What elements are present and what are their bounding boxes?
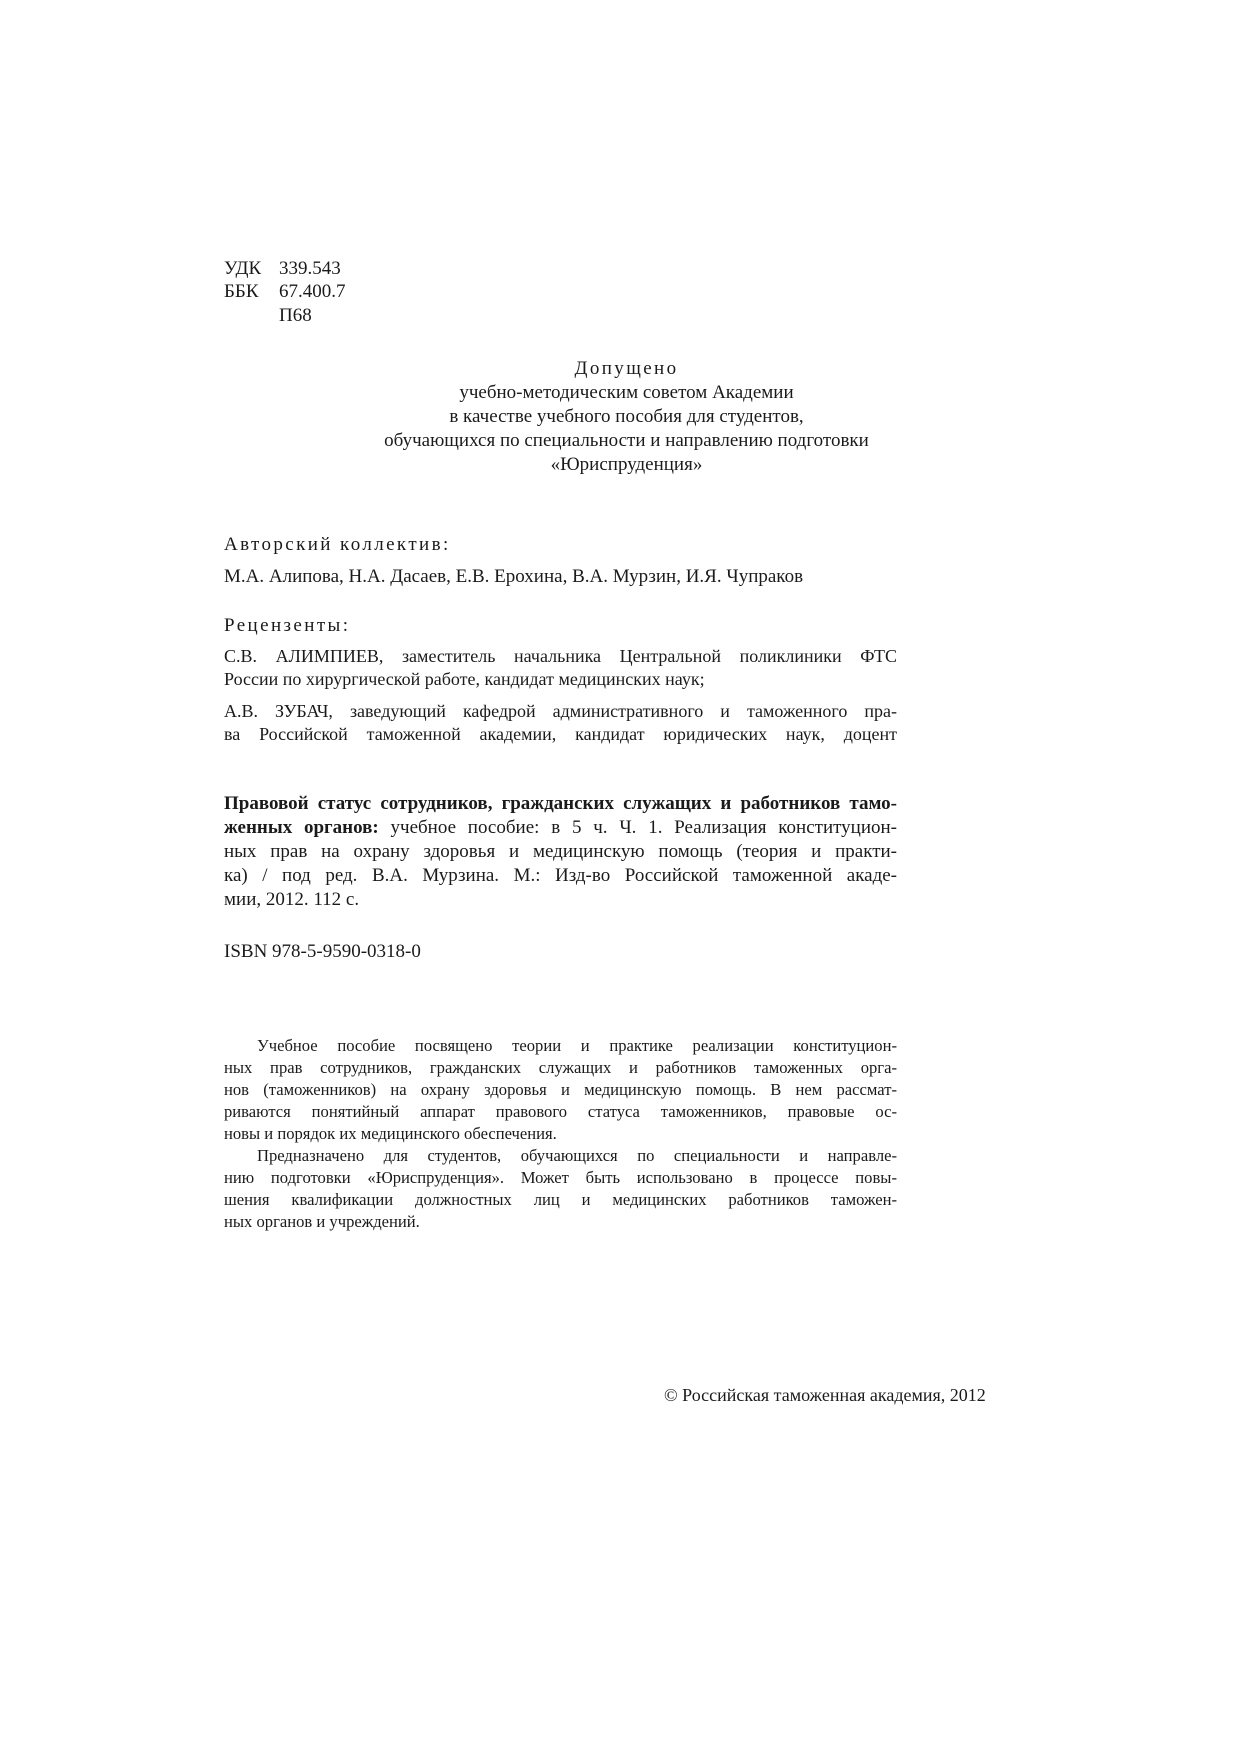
approval-line: учебно-методическим советом Академии: [459, 382, 794, 403]
bibliography-line: [224, 792, 897, 816]
authors-names: М.А. Алипова, Н.А. Дасаев, Е.В. Ерохина, В.А. Мурзин, И.Я. Чупраков: [224, 566, 804, 587]
abstract-line: Учебное пособие посвящено теории и практике реализации конституцион-: [257, 1036, 897, 1055]
abstract-line: ных прав сотрудников, гражданских служащих и работников таможенных орга-: [224, 1058, 897, 1077]
udk-value: 339.543: [279, 258, 341, 279]
bibliography-line: ных прав на охрану здоровья и медицинскую помощь (теория и практи-: [224, 841, 897, 862]
bibliography-title: Правовой статус сотрудников, гражданских служащих и работников тамо-: [224, 793, 897, 814]
approval-line: «Юриспруденция»: [550, 454, 703, 475]
reviewer-2-line: ва Российской таможенной академии, кандидат юридических наук, доцент: [224, 724, 897, 744]
approval-line: в качестве учебного пособия для студентов,: [449, 406, 804, 427]
bbk-row: [224, 281, 346, 303]
abstract-line: шения квалификации должностных лиц и медицинских работников таможен-: [224, 1190, 897, 1209]
author-mark: П68: [279, 305, 312, 326]
copyright-notice: © Российская таможенная академия, 2012: [664, 1385, 986, 1405]
approval-title: Допущено: [574, 358, 679, 379]
bbk-value: 67.400.7: [279, 281, 346, 302]
approval-line: обучающихся по специальности и направлению подготовки: [384, 430, 869, 451]
bibliography-line: женных органов: учебное пособие: в 5 ч. Ч. 1. Реализация конституцион-: [224, 817, 897, 838]
abstract-line: нию подготовки «Юриспруденция». Может быть использовано в процессе повы-: [224, 1168, 897, 1187]
bibliography-title-end: женных органов:: [224, 817, 379, 838]
abstract-line: риваются понятийный аппарат правового статуса таможенников, правовые ос-: [224, 1102, 897, 1121]
abstract-line: Предназначено для студентов, обучающихся по специальности и направле-: [257, 1146, 897, 1165]
udk-row: [224, 258, 341, 280]
reviewer-2-line: А.В. ЗУБАЧ, заведующий кафедрой административного и таможенного пра-: [224, 701, 897, 721]
abstract-line: новы и порядок их медицинского обеспечения.: [224, 1124, 557, 1143]
reviewer-1-line: С.В. АЛИМПИЕВ, заместитель начальника Центральной поликлиники ФТС: [224, 646, 897, 666]
bbk-label: ББК: [224, 281, 259, 302]
udk-label: УДК: [224, 258, 262, 279]
bibliography-line: мии, 2012. 112 с.: [224, 889, 360, 910]
reviewer-1-line: России по хирургической работе, кандидат медицинских наук;: [224, 669, 705, 689]
bibliography-line: ка) / под ред. В.А. Мурзина. М.: Изд-во Российской таможенной акаде-: [224, 865, 897, 886]
authors-heading: Авторский коллектив:: [224, 534, 451, 555]
reviewers-heading: Рецензенты:: [224, 615, 351, 636]
isbn: ISBN 978-5-9590-0318-0: [224, 941, 421, 962]
abstract-line: нов (таможенников) на охрану здоровья и медицинскую помощь. В нем рассмат-: [224, 1080, 897, 1099]
abstract-line: ных органов и учреждений.: [224, 1212, 420, 1231]
